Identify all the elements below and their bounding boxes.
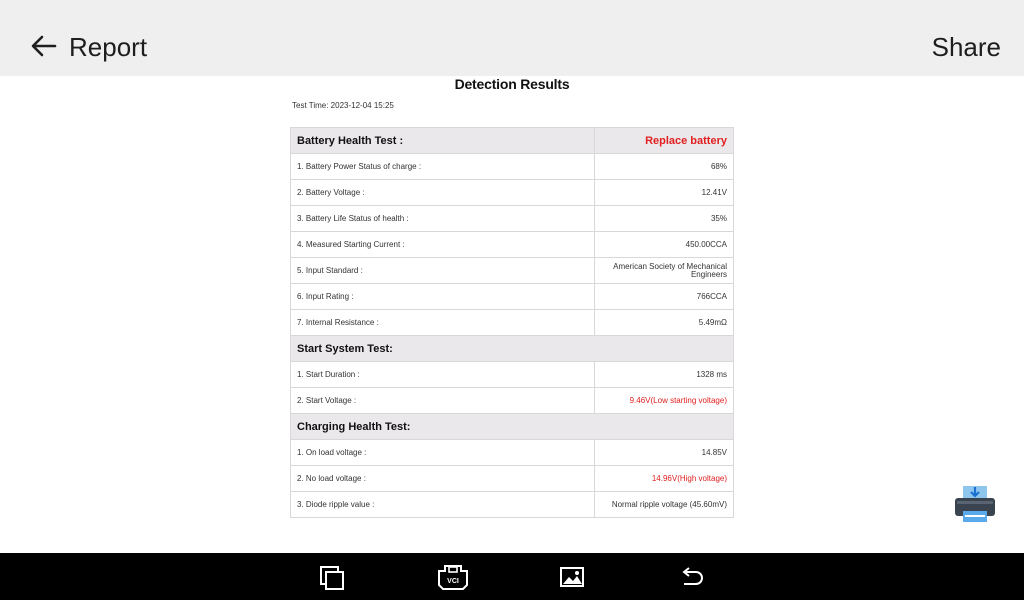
section-title: Start System Test: [291,336,734,362]
table-row [291,154,734,180]
battery-status-badge: Replace battery [595,128,734,154]
table-row [291,388,734,414]
table-row [291,206,734,232]
recent-apps-icon[interactable] [318,563,346,591]
row-value: 12.41V [595,180,734,206]
row-label: 3. Battery Life Status of health : [291,206,595,232]
test-time: Test Time: 2023-12-04 15:25 [292,101,394,110]
report-document[interactable] [0,76,1024,553]
table-row [291,440,734,466]
row-label: 1. Start Duration : [291,362,595,388]
row-label: 1. Battery Power Status of charge : [291,154,595,180]
row-value: 766CCA [595,284,734,310]
back-arrow-icon[interactable] [28,32,58,62]
table-row [291,492,734,518]
row-value: 5.49mΩ [595,310,734,336]
app-bar [0,0,1024,76]
table-row [291,310,734,336]
section-title: Battery Health Test : [291,128,595,154]
row-label: 7. Internal Resistance : [291,310,595,336]
svg-text:VCI: VCI [447,578,459,585]
section-header-battery-health [291,128,734,154]
results-table [290,127,734,518]
vci-icon[interactable] [436,563,470,591]
row-label: 2. Battery Voltage : [291,180,595,206]
row-value: 450.00CCA [595,232,734,258]
share-button[interactable]: Share [931,32,1001,62]
row-label: 2. No load voltage : [291,466,595,492]
print-icon[interactable] [953,484,997,524]
back-icon[interactable] [678,563,706,591]
row-value: 68% [595,154,734,180]
table-row [291,258,734,284]
row-value: Normal ripple voltage (45.60mV) [595,492,734,518]
table-row [291,284,734,310]
row-value-warning: 9.46V(Low starting voltage) [595,388,734,414]
table-row [291,180,734,206]
section-header-start-system [291,336,734,362]
page-title: Report [69,32,148,62]
row-label: 1. On load voltage : [291,440,595,466]
system-nav-bar [0,553,1024,600]
row-label: 2. Start Voltage : [291,388,595,414]
report-title: Detection Results [454,76,570,92]
row-value: 35% [595,206,734,232]
gallery-icon[interactable] [558,563,586,591]
row-label: 4. Measured Starting Current : [291,232,595,258]
row-value-warning: 14.96V(High voltage) [595,466,734,492]
row-value: American Society of Mechanical Engineers [595,258,734,284]
row-value: 14.85V [595,440,734,466]
table-row [291,362,734,388]
row-value: 1328 ms [595,362,734,388]
section-header-charging-health [291,414,734,440]
section-title: Charging Health Test: [291,414,734,440]
row-label: 6. Input Rating : [291,284,595,310]
table-row [291,466,734,492]
row-label: 5. Input Standard : [291,258,595,284]
row-label: 3. Diode ripple value : [291,492,595,518]
table-row [291,232,734,258]
